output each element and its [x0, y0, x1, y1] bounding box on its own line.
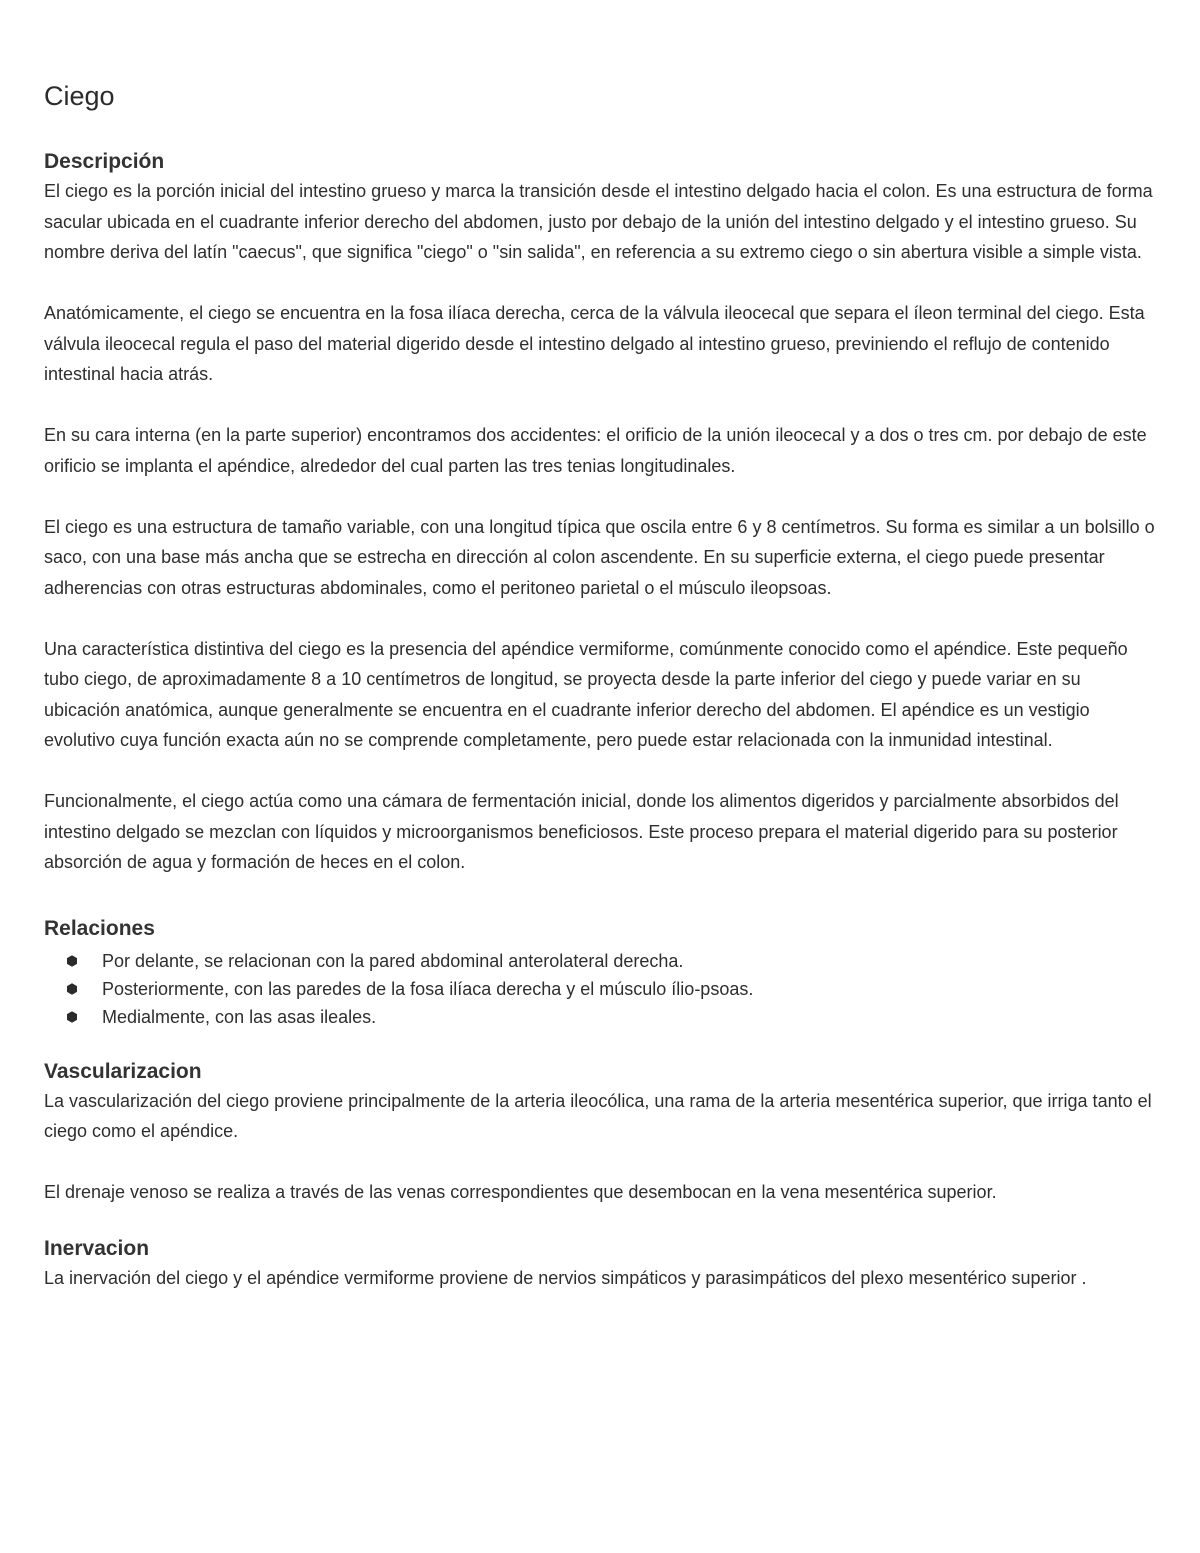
section-heading-relaciones: Relaciones	[44, 916, 155, 940]
list-item	[44, 975, 1160, 1003]
section-heading-descripcion: Descripción	[44, 150, 165, 173]
page-title: Ciego	[44, 81, 115, 111]
paragraph: Una característica distintiva del ciego es la presencia del apéndice vermiforme, comúnmente conocido como el apéndice. Este pequeño tubo ciego, de aproximadamente 8 a 10 centímetros de longitud, se proyecta desde la parte inferior del ciego y puede variar en su ubicación anatómica, aunque generalmente se encuentra en el cuadrante inferior derecho del abdomen. El apéndice es un vestigio evolutivo cuya función exacta aún no se comprende completamente, pero puede estar relacionada con la inmunidad intestinal.	[44, 638, 1128, 750]
paragraph: La inervación del ciego y el apéndice vermiforme proviene de nervios simpáticos y parasimpáticos del plexo mesentérico superior .	[44, 1267, 1087, 1288]
paragraph: El ciego es una estructura de tamaño variable, con una longitud típica que oscila entre 6 y 8 centímetros. Su forma es similar a un bolsillo o saco, con una base más ancha que se estrecha en dirección al colon ascendente. En su superficie externa, el ciego puede presentar adherencias con otras estructuras abdominales, como el peritoneo parietal o el músculo ileopsoas.	[44, 516, 1155, 598]
list-item-text: Posteriormente, con las paredes de la fosa ilíaca derecha y el músculo ílio-psoas.	[102, 978, 754, 999]
section-inervacion	[44, 1235, 1160, 1294]
paragraph: La vascularización del ciego proviene principalmente de la arteria ileocólica, una rama de la arteria mesentérica superior, que irriga tanto el ciego como el apéndice.	[44, 1090, 1152, 1141]
hexagon-bullet-icon	[66, 955, 78, 967]
paragraph: El ciego es la porción inicial del intestino grueso y marca la transición desde el intestino delgado hacia el colon. Es una estructura de forma sacular ubicada en el cuadrante inferior derecho del abdomen, justo por debajo de la unión del intestino delgado y el intestino grueso. Su nombre deriva del latín "caecus", que significa "ciego" o "sin salida", en referencia a su extremo ciego o sin abertura visible a simple vista.	[44, 181, 1153, 262]
list-item	[44, 1003, 1160, 1031]
paragraph: Anatómicamente, el ciego se encuentra en la fosa ilíaca derecha, cerca de la válvula ileocecal que separa el íleon terminal del ciego. Esta válvula ileocecal regula el paso del material digerido desde el intestino delgado al intestino grueso, previniendo el reflujo de contenido intestinal hacia atrás.	[44, 303, 1145, 384]
list-item-text: Medialmente, con las asas ileales.	[102, 1006, 377, 1027]
paragraph: Funcionalmente, el ciego actúa como una cámara de fermentación inicial, donde los alimentos digeridos y parcialmente absorbidos del intestino delgado se mezclan con líquidos y microorganismos beneficiosos. Este proceso prepara el material digerido para su posterior absorción de agua y formación de heces en el colon.	[44, 791, 1119, 872]
section-relaciones	[44, 915, 1160, 1031]
section-vascularizacion	[44, 1058, 1160, 1208]
section-heading-inervacion: Inervacion	[44, 1236, 150, 1260]
section-heading-vascularizacion: Vascularizacion	[44, 1059, 202, 1083]
hexagon-bullet-icon	[66, 983, 78, 995]
relaciones-list	[44, 947, 1160, 1031]
list-item	[44, 947, 1160, 975]
section-descripcion	[44, 148, 1160, 878]
paragraph: En su cara interna (en la parte superior) encontramos dos accidentes: el orificio de la unión ileocecal y a dos o tres cm. por debajo de este orificio se implanta el apéndice, alrededor del cual parten las tres tenias longitudinales.	[44, 425, 1147, 476]
list-item-text: Por delante, se relacionan con la pared abdominal anterolateral derecha.	[102, 950, 684, 971]
paragraph: El drenaje venoso se realiza a través de las venas correspondientes que desembocan en la vena mesentérica superior.	[44, 1182, 997, 1202]
document-page	[44, 78, 1160, 1293]
hexagon-bullet-icon	[66, 1011, 78, 1023]
